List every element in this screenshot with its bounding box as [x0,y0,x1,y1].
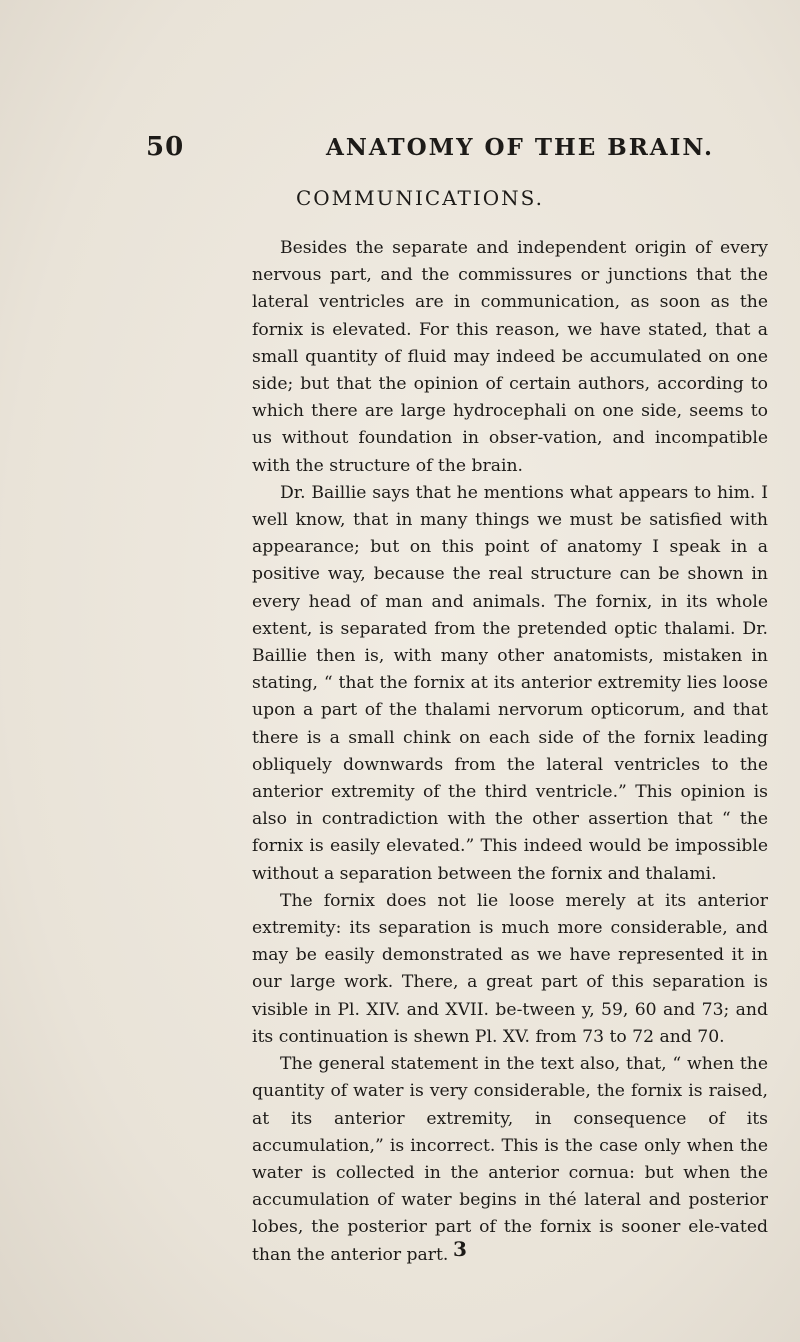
running-head [146,132,766,168]
page-number: 50 [146,132,185,162]
body-text [252,235,768,1269]
signature-mark: 3 [453,1237,467,1261]
paragraph-2: Dr. Baillie says that he mentions what appears to him. I well know, that in many things we must be satisfied with appearance; but on this point of anatomy I speak in a positive way, because the real structure can be shown in every head of man and animals. The fornix, in its whole extent, is separated from the pretended optic thalami. Dr. Baillie then is, with many other anatomists, mistaken in stating, “ that the fornix at its anterior extremity lies loose upon a part of the thalami nervorum opticorum, and that there is a small chink on each side of the fornix leading obliquely downwards from the lateral ventricles to the anterior extremity of the third ventricle.” This opinion is also in contradiction with the other assertion that “ the fornix is easily elevated.” This indeed would be impossible without a separation between the fornix and thalami. [252,482,768,884]
paragraph-1: Besides the separate and independent origin of every nervous part, and the commissures or junctions that the lateral ventricles are in communication, as soon as the fornix is elevated. For this reason, we have stated, that a small quantity of fluid may indeed be accumulated on one side; but that the opinion of certain authors, according to which there are large hydrocephali on one side, seems to us without foundation in obser-vation, and incompatible with the structure of the brain. [252,238,768,476]
section-heading: COMMUNICATIONS. [295,186,545,210]
paragraph-4: The general statement in the text also, that, “ when the quantity of water is very considerable, the fornix is raised, at its anterior extremity, in consequence of its accumulation,” is incorrect. This is the case only when the water is collected in the anterior cornua: but when the accumulation of water begins in thé lateral and posterior lobes, the posterior part of the fornix is sooner ele-vated than the anterior part. [252,1054,768,1265]
paragraph-3: The fornix does not lie loose merely at its anterior extremity: its separation is much more considerable, and may be easily demonstrated as we have represented it in our large work. There, a great part of this separation is visible in Pl. XIV. and XVII. be-tween y, 59, 60 and 73; and its continuation is shewn Pl. XV. from 73 to 72 and 70. [252,890,768,1047]
running-title: ANATOMY OF THE BRAIN. [326,134,714,161]
